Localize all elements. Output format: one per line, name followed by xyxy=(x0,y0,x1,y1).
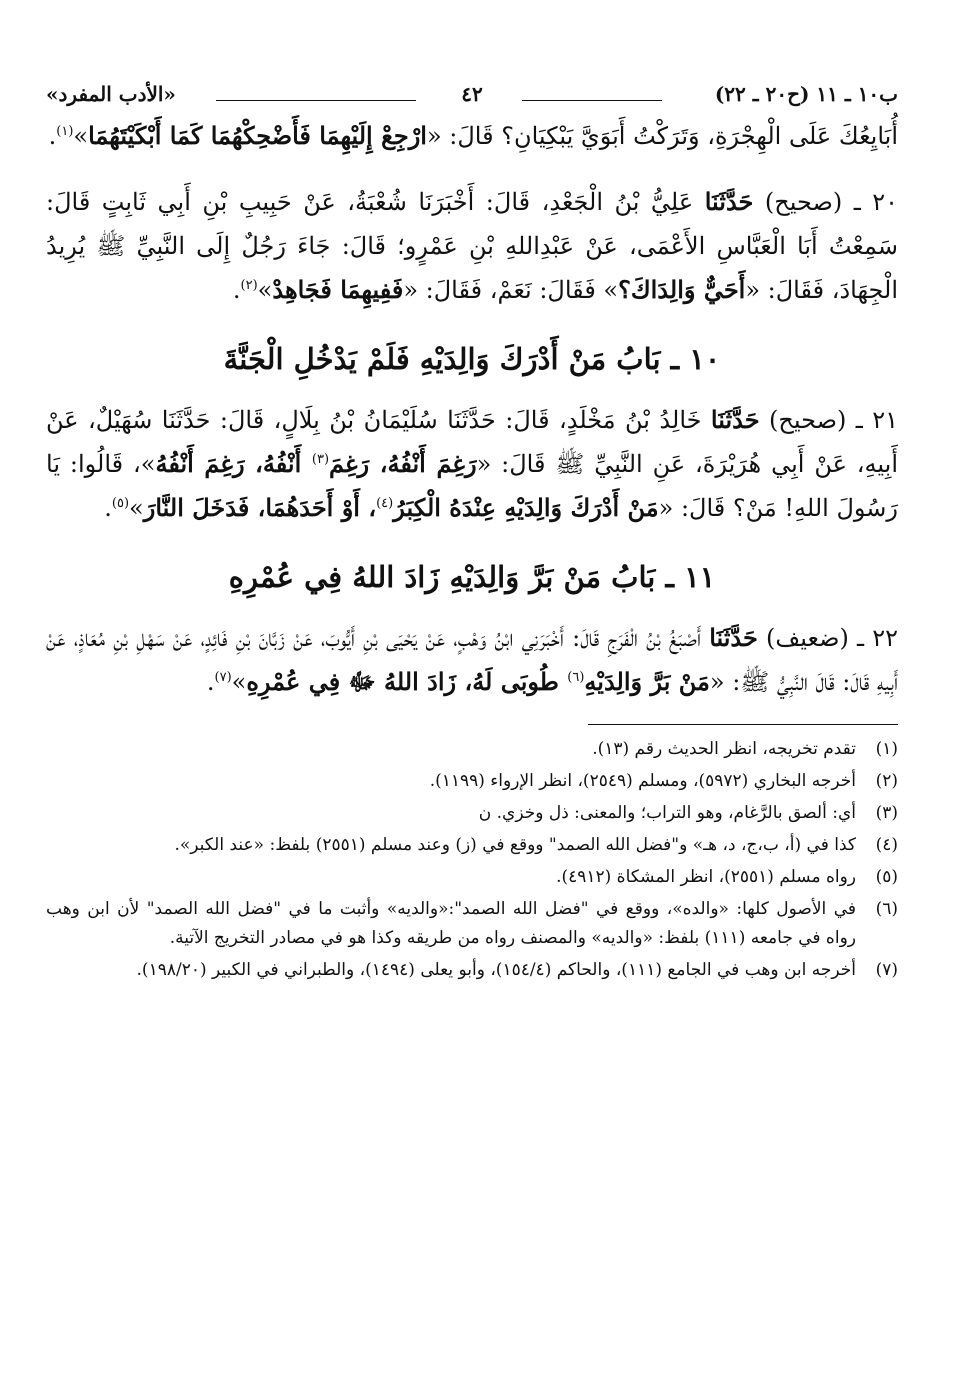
footnote-item xyxy=(46,956,898,985)
text: »، قَالُوا: يَا رَسُولَ اللهِ! مَنْ؟ قَالَ: « xyxy=(46,450,898,522)
footnote-number: (٦) xyxy=(875,899,898,919)
footnote-text: رواه مسلم (٢٥٥١)، انظر المشكاة (٤٩١٢). xyxy=(556,867,856,887)
footnote-ref: (٦) xyxy=(567,670,585,685)
footnote-item xyxy=(46,895,898,953)
footnote-number: (٣) xyxy=(875,803,898,823)
footnotes xyxy=(46,735,898,985)
text: . xyxy=(104,494,112,522)
hadith-22 xyxy=(46,616,898,704)
hadith-number: ٢١ ـ (صحيح) xyxy=(759,406,899,434)
prophetic-speech: أَحَيٌّ وَالِدَاكَ؟ xyxy=(618,275,746,304)
book-page xyxy=(46,78,898,988)
text: » xyxy=(129,494,144,522)
footnote-number: (١) xyxy=(875,739,898,759)
footnote-separator xyxy=(588,724,898,725)
hadith-20 xyxy=(46,180,898,312)
footnote-item xyxy=(46,831,898,860)
prophetic-speech: مَنْ بَرَّ وَالِدَيْهِ xyxy=(584,667,710,696)
prophetic-speech: مَنْ أَدْرَكَ وَالِدَيْهِ عِنْدَهُ الْكِبَرُ xyxy=(393,493,659,522)
footnote-ref: (٤) xyxy=(376,496,394,511)
prophetic-speech: فَفِيهِمَا فَجَاهِدْ xyxy=(272,275,404,304)
header-book-title: «الأدب المفرد» xyxy=(46,82,176,106)
footnote-ref: (٧) xyxy=(214,670,232,685)
prophetic-speech: طُوبَى لَهُ، زَادَ اللهُ ﷻ فِي عُمْرِهِ xyxy=(246,667,568,696)
text: » xyxy=(73,122,89,150)
text: أُبَايِعُكَ عَلَى الْهِجْرَةِ، وَتَرَكْتُ أَبَوَيَّ يَبْكِيَانِ؟ قَالَ: « xyxy=(426,122,898,150)
narration-word: حَدَّثَنَا xyxy=(704,187,754,216)
text: عَلِيُّ بْنُ الْجَعْدِ، قَالَ: أَخْبَرَنَا شُعْبَةُ، عَنْ حَبِيبِ بْنِ أَبِي ثَابِتٍ قَالَ: سَمِعْتُ أَبَا الْعَبَّاسِ الأَعْمَى، عَنْ عَبْدِاللهِ بْنِ عَمْرٍو؛ قَالَ: جَاءَ رَجُلٌ إِلَى النَّبِيِّ ﷺ يُرِيدُ الْجِهَادَ، فَقَالَ: « xyxy=(46,188,898,304)
footnote-item xyxy=(46,735,898,764)
page-header xyxy=(46,78,898,114)
footnote-item xyxy=(46,767,898,796)
page-number: ٤٢ xyxy=(461,82,483,106)
text: . xyxy=(232,276,241,304)
narration-word: حَدَّثَنَا xyxy=(710,405,760,434)
footnote-number: (٤) xyxy=(875,835,898,855)
prophetic-speech: ارْجِعْ إِلَيْهِمَا فَأَضْحِكْهُمَا كَمَا أَبْكَيْتَهُمَا xyxy=(88,121,427,150)
text: . xyxy=(48,122,57,150)
footnote-text: في الأصول كلها: «والده»، ووقع في "فضل الله الصمد":«والديه» وأثبت ما في "فضل الله الصمد" لأن ابن وهب رواه في جامعه (١١١) بلفظ: «والديه» والمصنف رواه من طريقه وكذا هو في مصادر التخريج الآتية. xyxy=(46,899,856,948)
text: » xyxy=(231,668,247,696)
footnote-text: كذا في (أ، ب،ج، د، هـ» و"فضل الله الصمد" ووقع في (ز) وعند مسلم (٢٥٥١) بلفظ: «عند الكبر». xyxy=(174,835,856,855)
footnote-ref: (٥) xyxy=(111,496,130,511)
prophetic-speech: رَغِمَ أَنْفُهُ، رَغِمَ xyxy=(329,449,477,478)
prophetic-speech: ، أَوْ أَحَدَهُمَا، فَدَخَلَ النَّارَ xyxy=(143,493,377,522)
text: » فَقَالَ: نَعَمْ، فَقَالَ: « xyxy=(403,276,619,304)
footnote-text: تقدم تخريجه، انظر الحديث رقم (١٣). xyxy=(592,739,856,759)
footnote-text: أخرجه ابن وهب في الجامع (١١١)، والحاكم (١٥٤/٤)، وأبو يعلى (١٤٩٤)، والطبراني في الكبير (١٩٨/٢٠). xyxy=(136,960,856,980)
text: » xyxy=(257,276,273,304)
narration-word: حَدَّثَنَا xyxy=(709,623,758,652)
footnote-number: (٧) xyxy=(875,960,898,980)
footnote-item xyxy=(46,863,898,892)
footnote-number: (٢) xyxy=(875,771,898,791)
chapter-heading-10: ١٠ ـ بَابُ مَنْ أَدْرَكَ وَالِدَيْهِ فَلَمْ يَدْخُلِ الْجَنَّةَ xyxy=(223,342,721,376)
paragraph-continued xyxy=(46,114,898,158)
chapter-heading-11: ١١ ـ بَابُ مَنْ بَرَّ وَالِدَيْهِ زَادَ اللهُ فِي عُمْرِهِ xyxy=(228,560,716,594)
text: خَالِدُ بْنُ مَخْلَدٍ، قَالَ: حَدَّثَنَا سُلَيْمَانُ بْنُ بِلَالٍ، قَالَ: حَدَّثَنَا سُهَيْلٌ، عَنْ أَبِيهِ، عَنْ أَبِي هُرَيْرَةَ، عَنِ النَّبِيِّ ﷺ قَالَ: « xyxy=(46,406,899,478)
footnote-item xyxy=(46,799,898,828)
footnote-number: (٥) xyxy=(875,867,898,887)
footnote-ref: (٣) xyxy=(311,452,330,467)
footnote-ref: (١) xyxy=(56,124,74,139)
text: . xyxy=(206,668,215,696)
footnote-text: أخرجه البخاري (٥٩٧٢)، ومسلم (٢٥٤٩)، انظر الإرواء (١١٩٩). xyxy=(429,771,856,791)
hadith-number: ٢٠ ـ (صحيح) xyxy=(753,188,898,216)
prophetic-speech: أَنْفُهُ، رَغِمَ أَنْفُهُ xyxy=(155,449,312,478)
header-rule-left xyxy=(216,100,416,101)
text: أَصْبَغُ بْنُ الْفَرَجِ قَالَ: أَخْبَرَنِي ابْنُ وَهْبٍ، عَنْ يَحْيَى بْنِ أَيُّوبَ، عَنْ زَبَّانَ بْنِ فَائِدٍ، عَنْ سَهْلِ بْنِ مُعَاذٍ، عَنْ أَبِيهِ قَالَ: قَالَ النَّبِيُّ ﷺ: « xyxy=(46,624,898,696)
hadith-21 xyxy=(46,398,898,530)
footnote-text: أي: ألصق بالرَّغام، وهو التراب؛ والمعنى: ذل وخزي. ن xyxy=(478,803,856,823)
header-section-ref: ب١٠ ـ ١١ (ح٢٠ ـ ٢٢) xyxy=(714,82,898,106)
footnote-ref: (٢) xyxy=(240,278,258,293)
hadith-number: ٢٢ ـ (ضعيف) xyxy=(757,624,899,652)
